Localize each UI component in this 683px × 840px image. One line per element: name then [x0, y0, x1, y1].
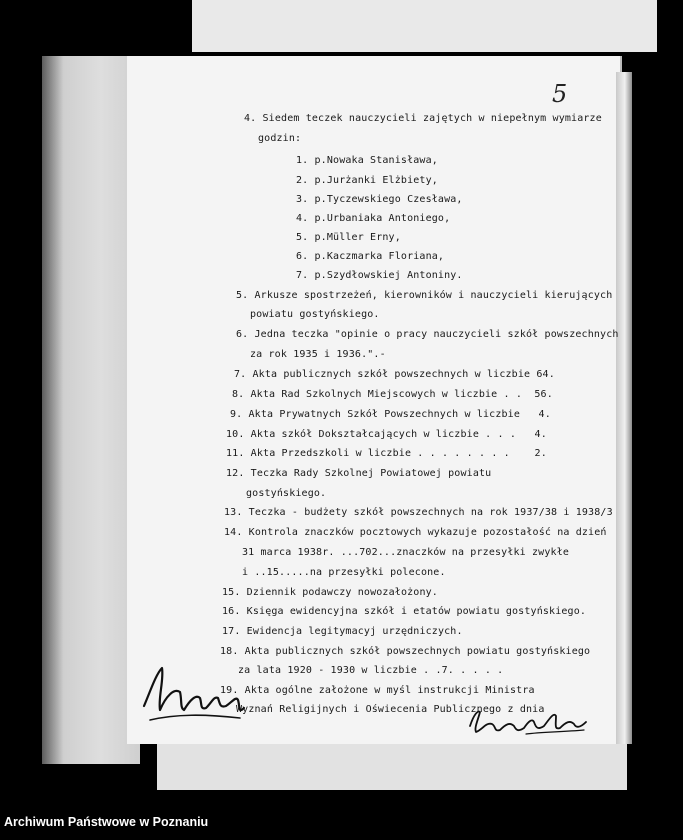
text-line: za lata 1920 - 1930 w liczbie . .7. . . . .	[238, 665, 504, 676]
text-line: Wyznań Religijnych i Oświecenia Publicznego z dnia	[236, 704, 545, 715]
text-line: 13. Teczka - budżety szkół powszechnych na rok 1937/38 i 1938/3	[224, 507, 613, 518]
text-line: powiatu gostyńskiego.	[250, 309, 380, 320]
text-line: 12. Teczka Rady Szkolnej Powiatowej powiatu	[226, 468, 492, 479]
list-item: 1. p.Nowaka Stanisława,	[296, 155, 438, 166]
text-line: 18. Akta publicznych szkół powszechnych powiatu gostyńskiego	[220, 646, 591, 657]
signature-right	[466, 704, 590, 738]
text-line: 10. Akta szkół Dokształcających w liczbie . . . 4.	[226, 429, 547, 440]
text-line: godzin:	[258, 133, 302, 144]
text-line: 6. Jedna teczka "opinie o pracy nauczycieli szkół powszechnych	[236, 329, 619, 340]
text-line: 19. Akta ogólne założone w myśl instrukcji Ministra	[220, 685, 535, 696]
text-line: 15. Dziennik podawczy nowozałożony.	[222, 587, 438, 598]
list-item: 2. p.Jurżanki Elżbiety,	[296, 175, 438, 186]
list-item: 5. p.Müller Erny,	[296, 232, 401, 243]
text-line: 4. Siedem teczek nauczycieli zajętych w niepełnym wymiarze	[244, 113, 602, 124]
list-item: 3. p.Tyczewskiego Czesława,	[296, 194, 463, 205]
text-line: 16. Księga ewidencyjna szkół i etatów powiatu gostyńskiego.	[222, 606, 587, 617]
underlying-page	[157, 740, 627, 790]
text-line: 5. Arkusze spostrzeżeń, kierowników i nauczycieli kierujących	[236, 290, 613, 301]
list-item: 4. p.Urbaniaka Antoniego,	[296, 213, 451, 224]
text-line: gostyńskiego.	[246, 488, 327, 499]
background-page	[192, 0, 657, 52]
text-line: 7. Akta publicznych szkół powszechnych w liczbie 64.	[234, 369, 555, 380]
list-item: 7. p.Szydłowskiej Antoniny.	[296, 270, 463, 281]
text-line: i ..15.....na przesyłki polecone.	[242, 567, 446, 578]
signature-left	[140, 662, 252, 730]
archive-caption: Archiwum Państwowe w Poznaniu	[4, 815, 209, 829]
text-line: 8. Akta Rad Szkolnych Miejscowych w liczbie . . 56.	[232, 389, 553, 400]
facing-page-edge	[42, 56, 140, 764]
text-line: 9. Akta Prywatnych Szkół Powszechnych w liczbie 4.	[230, 409, 551, 420]
text-line: 14. Kontrola znaczków pocztowych wykazuje pozostałość na dzień	[224, 527, 607, 538]
text-line: za rok 1935 i 1936.".-	[250, 349, 386, 360]
page-stack-edge	[616, 72, 632, 744]
text-line: 17. Ewidencja legitymacyj urzędniczych.	[222, 626, 463, 637]
list-item: 6. p.Kaczmarka Floriana,	[296, 251, 445, 262]
page-number: 5	[552, 80, 568, 108]
text-line: 31 marca 1938r. ...702...znaczków na przesyłki zwykłe	[242, 547, 570, 558]
text-line: 11. Akta Przedszkoli w liczbie . . . . . . . . 2.	[226, 448, 547, 459]
